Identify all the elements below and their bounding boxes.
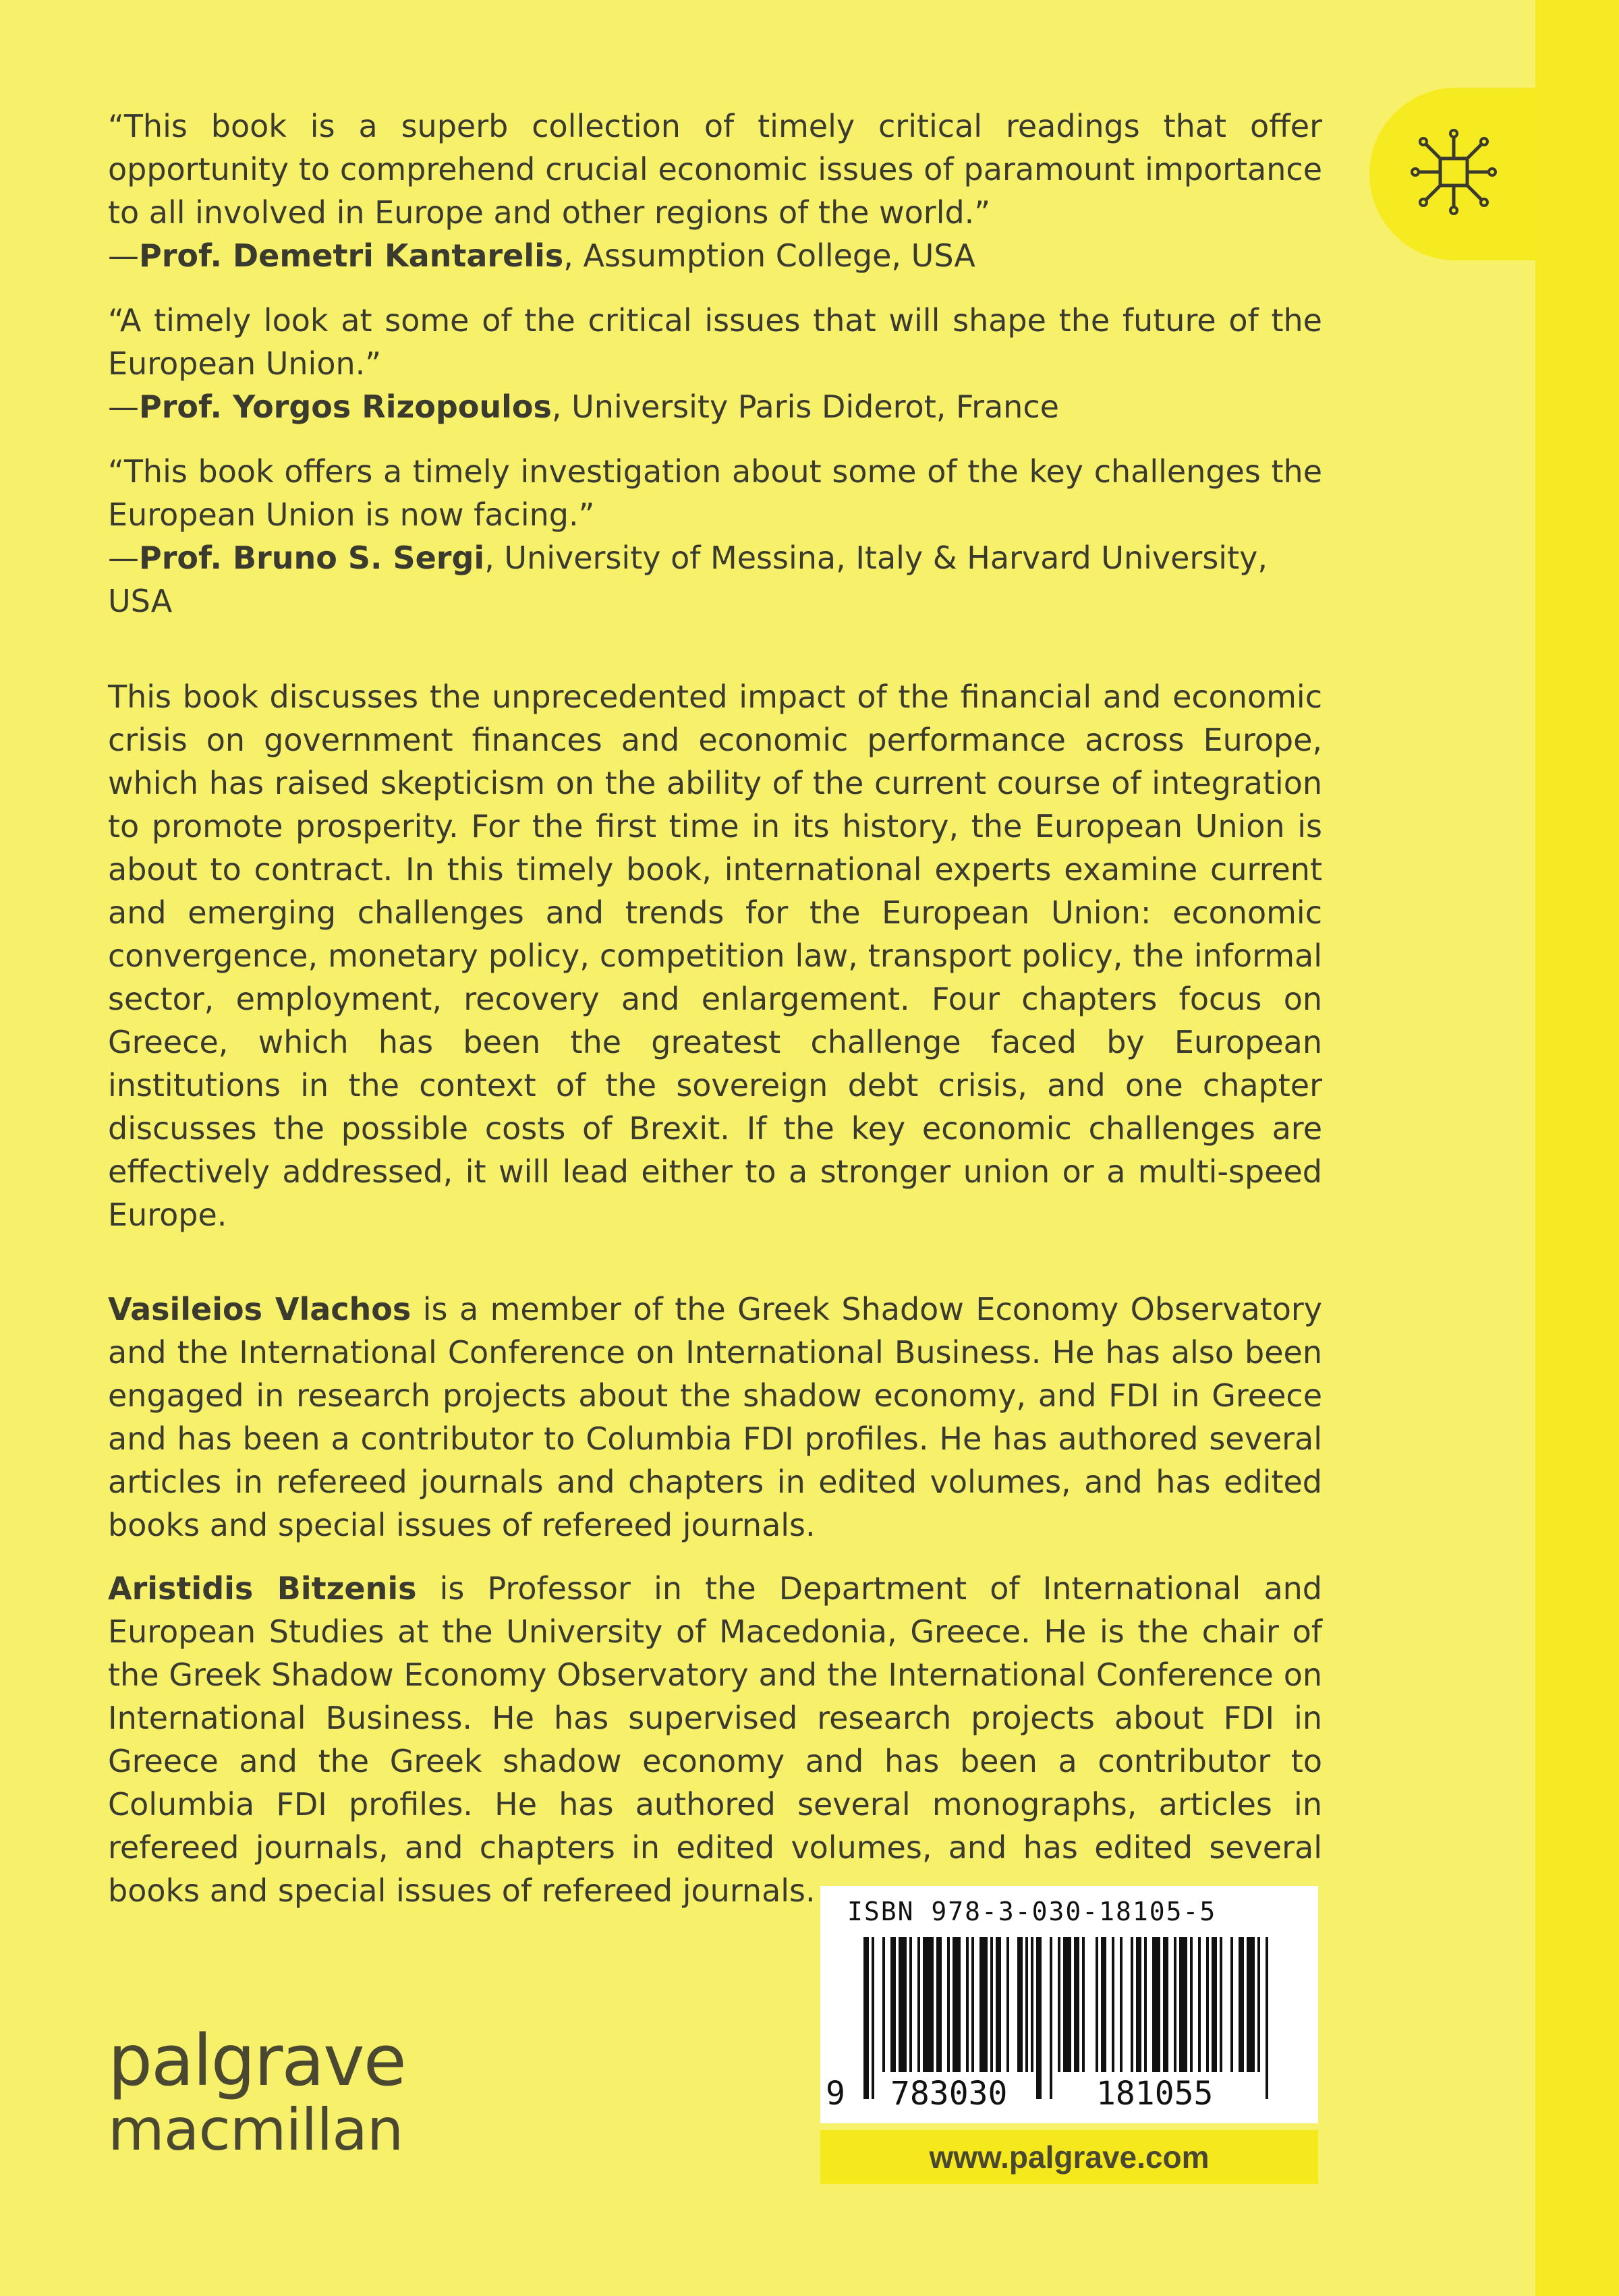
barcode-bar bbox=[1247, 1937, 1255, 2072]
endorsement-quote: “A timely look at some of the critical issues that will shape the future of the European Union.” bbox=[108, 302, 1322, 382]
barcode-bar bbox=[1206, 1937, 1209, 2072]
barcode-bar bbox=[971, 1937, 974, 2072]
barcode-bar bbox=[1266, 1937, 1268, 2099]
barcode-bar bbox=[923, 1937, 934, 2072]
barcode-bar bbox=[1050, 1937, 1052, 2099]
endorser-affiliation: , Assumption College, USA bbox=[563, 237, 975, 274]
barcode-bar bbox=[1152, 1937, 1160, 2072]
endorsement bbox=[108, 105, 1322, 277]
barcode-digits-right: 181055 bbox=[1093, 2075, 1216, 2113]
barcode-bar bbox=[1031, 1937, 1033, 2072]
logo-tab bbox=[1369, 88, 1535, 260]
barcode-bar bbox=[1096, 1937, 1098, 2072]
back-cover-text bbox=[108, 105, 1322, 1932]
endorser-name: Prof. Demetri Kantarelis bbox=[139, 237, 564, 274]
barcode-bar bbox=[1006, 1937, 1009, 2072]
endorser-affiliation: , University Paris Diderot, France bbox=[551, 389, 1059, 425]
endorser-name: Prof. Bruno S. Sergi bbox=[139, 540, 485, 576]
barcode-digits-left: 783030 bbox=[888, 2075, 1010, 2113]
barcode-bar bbox=[863, 1937, 869, 2099]
author-name: Aristidis Bitzenis bbox=[108, 1570, 417, 1607]
barcode-bar bbox=[872, 1937, 874, 2099]
brand-line-1: palgrave bbox=[108, 2019, 405, 2102]
barcode-bar bbox=[1036, 1937, 1042, 2099]
endorsement-quote: “This book offers a timely investigation about some of the key challenges the European Union is now facing.” bbox=[108, 453, 1322, 533]
barcode-bar bbox=[1131, 1937, 1133, 2072]
author-bio-text: is Professor in the Department of International and European Studies at the University of Macedonia, Greece. He is the chair of the Greek Shadow Economy Observatory and the International Conference on International Business. He has supervised research projects about FDI in Greece and the Greek shadow economy and has been a contributor to Columbia FDI profiles. He has authored several monographs, articles in refereed journals, and chapters in edited volumes, and has edited several books and special issues of refereed journals. bbox=[108, 1570, 1322, 1909]
spine-strip bbox=[1535, 0, 1619, 2296]
publisher-website: www.palgrave.com bbox=[820, 2130, 1318, 2184]
author-bio bbox=[108, 1567, 1322, 1912]
attribution-dash: — bbox=[108, 389, 139, 425]
attribution-dash: — bbox=[108, 540, 139, 576]
barcode-bar bbox=[917, 1937, 920, 2072]
barcode-bar bbox=[1212, 1937, 1217, 2072]
barcode-bar bbox=[1120, 1937, 1123, 2072]
author-bio-text: is a member of the Greek Shadow Economy Observatory and the International Conference on International Business. He has also been engaged in research projects about the shadow economy, and FDI in Greece and has been a contributor to Columbia FDI profiles. He has authored several articles in refereed journals and chapters in edited volumes, and has edited books and special issues of refereed journals. bbox=[108, 1291, 1322, 1543]
barcode-bar bbox=[890, 1937, 896, 2072]
author-name: Vasileios Vlachos bbox=[108, 1291, 411, 1327]
barcode-digit-first: 9 bbox=[823, 2075, 848, 2113]
endorsement bbox=[108, 299, 1322, 428]
barcode-bar bbox=[1082, 1937, 1085, 2072]
endorsement-attribution bbox=[108, 536, 1322, 623]
barcode-bar bbox=[1239, 1937, 1244, 2072]
endorsement-attribution bbox=[108, 234, 1322, 277]
endorser-affiliation: , University of Messina, Italy & Harvard University, USA bbox=[108, 540, 1268, 619]
barcode-bar bbox=[1112, 1937, 1114, 2072]
barcode-bar bbox=[1136, 1937, 1141, 2072]
barcode-bar bbox=[1144, 1937, 1147, 2072]
barcode-bar bbox=[882, 1937, 885, 2072]
barcode-bar bbox=[1074, 1937, 1079, 2072]
barcode-bar bbox=[1198, 1937, 1201, 2072]
barcode-bar bbox=[1179, 1937, 1187, 2072]
barcode-bar bbox=[979, 1937, 988, 2072]
publisher-logo bbox=[108, 2019, 405, 2164]
isbn-label: ISBN 978-3-030-18105-5 bbox=[847, 1897, 1217, 1926]
endorsement-quote: “This book is a superb collection of timely critical readings that offer opportunity to comprehend crucial economic issues of paramount importance to all involved in Europe and other regions of the world.” bbox=[108, 108, 1322, 231]
attribution-dash: — bbox=[108, 237, 139, 274]
barcode-bar bbox=[1163, 1937, 1168, 2072]
palgrave-circuit-icon bbox=[1403, 121, 1504, 223]
barcode-bar bbox=[1230, 1937, 1233, 2072]
barcode-bar bbox=[1101, 1937, 1106, 2072]
barcode-bar bbox=[936, 1937, 942, 2072]
barcode-bar bbox=[953, 1937, 961, 2072]
barcode-bar bbox=[966, 1937, 969, 2072]
barcode-bar bbox=[1174, 1937, 1176, 2072]
barcode-bar bbox=[1025, 1937, 1028, 2072]
endorser-name: Prof. Yorgos Rizopoulos bbox=[139, 389, 552, 425]
barcode-bar bbox=[1190, 1937, 1193, 2072]
endorsement bbox=[108, 450, 1322, 623]
barcode-bar bbox=[990, 1937, 993, 2072]
author-bio bbox=[108, 1288, 1322, 1547]
barcode-bar bbox=[1220, 1937, 1222, 2072]
barcode-bar bbox=[1017, 1937, 1023, 2072]
endorsement-attribution bbox=[108, 385, 1322, 428]
barcode-bar bbox=[1257, 1937, 1260, 2072]
barcode-bar bbox=[947, 1937, 950, 2072]
book-description: This book discusses the unprecedented impact of the financial and economic crisis on government finances and economic performance across Europe, which has raised skepticism on the ability of the current course of integration to promote prosperity. For the first time in its history, the European Union is about to contract. In this timely book, international experts examine current and emerging challenges and trends for the European Union: economic convergence, monetary policy, competition law, transport policy, the informal sector, employment, recovery and enlargement. Four chapters focus on Greece, which has been the greatest challenge faced by European institutions in the context of the sovereign debt crisis, and one chapter discusses the possible costs of Brexit. If the key economic challenges are effectively addressed, it will lead either to a stronger union or a multi-speed Europe. bbox=[108, 679, 1322, 1233]
barcode-bar bbox=[996, 1937, 1001, 2072]
barcode-bar bbox=[899, 1937, 907, 2072]
barcode-bar bbox=[909, 1937, 912, 2072]
isbn-barcode-box bbox=[820, 1886, 1318, 2123]
barcode-bar bbox=[1058, 1937, 1060, 2072]
brand-line-2: macmillan bbox=[108, 2096, 403, 2164]
barcode-bar bbox=[1063, 1937, 1071, 2072]
